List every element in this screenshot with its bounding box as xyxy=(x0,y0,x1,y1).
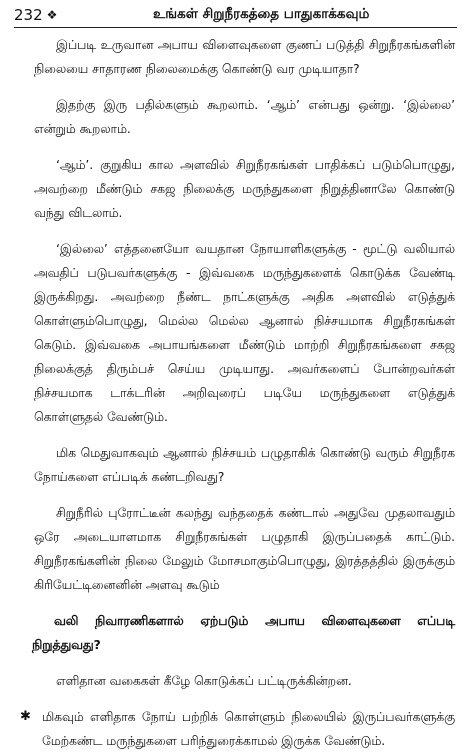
paragraph-protein: சிறுநீரில் புரோட்டீன் கலந்து வந்ததைக் கண்டால் அதுவே முதலாவதும் ஒரே அடையாளமாக சிறுநீரகங்கள் பழுதாகி இருப்பதைக் காட்டும். சிறுநீரகங்களின் நிலை மேலும் மோசமாகும்பொழுது, இரத்தத்தில் இருக்கும் கிரியேட்டினைனின் அளவு கூடும் xyxy=(34,506,455,592)
paragraph-ways: எளிதான வகைகள் கீழே கொடுக்கப் பட்டிருக்கின்றன. xyxy=(56,674,352,688)
page-body xyxy=(20,33,455,753)
running-title: உங்கள் சிறுநீரகத்தை பாதுகாக்கவும் xyxy=(153,6,370,22)
page-number: 232 xyxy=(14,6,43,24)
running-header xyxy=(14,4,457,26)
paragraph-no: ‘இல்லை’ எத்தனையோ வயதான நோயாளிகளுக்கு - மூட்டு வலியால் அவதிப் படுபவர்களுக்கு - இவ்வகை மருந்துகளைக் கொடுக்க வேண்டி இருக்கிறது. அவற்றை நீண்ட நாட்களுக்கு அதிக அளவில் எடுத்துக் கொள்ளும்பொழுது, மெல்ல மெல்ல ஆனால் நிச்சயமாக சிறுநீரகங்கள் கெடும். இவ்வகை அபாயங்களை மீண்டும் மாற்றி சிறுநீரகங்களை சகஜ நிலைக்குத் திரும்பச் செய்ய முடியாது. அவர்களைப் போன்றவர்கள் நிச்சயமாக டாக்டரின் அறிவுரைப் படியே மருந்துகளை எடுத்துக் கொள்ளுதல் வேண்டும். xyxy=(34,242,455,424)
header-rule xyxy=(14,27,457,28)
diamond-ornament-icon: ❖ xyxy=(46,8,58,22)
subheading-prevention: வலி நிவாரணிகளால் ஏற்படும் அபாய விளைவுகளை எப்படி நிறுத்துவது? xyxy=(32,614,455,652)
paragraph-yes: ‘ஆம்’. குறுகிய கால அளவில் சிறுநீரகங்கள் பாதிக்கப் படும்பொழுது, அவற்றை மீண்டும் சகஜ நிலைக்கு மருந்துகளை நிறுத்தினாலே கொண்டு வந்து விடலாம். xyxy=(34,158,455,220)
paragraph-two-answers: இதற்கு இரு பதில்களும் கூறலாம். ‘ஆம்’ என்பது ஒன்று. ‘இல்லை’ என்றும் கூறலாம். xyxy=(34,98,455,136)
paragraph-intro-question: இப்படி உருவான அபாய விளைவுகளை குணப் படுத்தி சிறுநீரகங்களின் நிலையை சாதாரண நிலைமைக்கு கொண்டு வர முடியாதா? xyxy=(34,38,455,76)
bullet-item xyxy=(20,705,455,753)
paragraph-detect-question: மிக மெதுவாகவும் ஆனால் நிச்சயம் பழுதாகிக் கொண்டு வரும் சிறுநீரக நோய்களை எப்படிக் கண்டறிவது? xyxy=(34,446,455,484)
bullet-text: மிகவும் எளிதாக நோய் பற்றிக் கொள்ளும் நிலையில் இருப்பவர்களுக்கு மேற்கண்ட மருந்துகளை பரிந்துரைக்காமல் இருக்க வேண்டும். xyxy=(42,710,455,748)
asterisk-bullet-icon: ✱ xyxy=(20,709,31,724)
